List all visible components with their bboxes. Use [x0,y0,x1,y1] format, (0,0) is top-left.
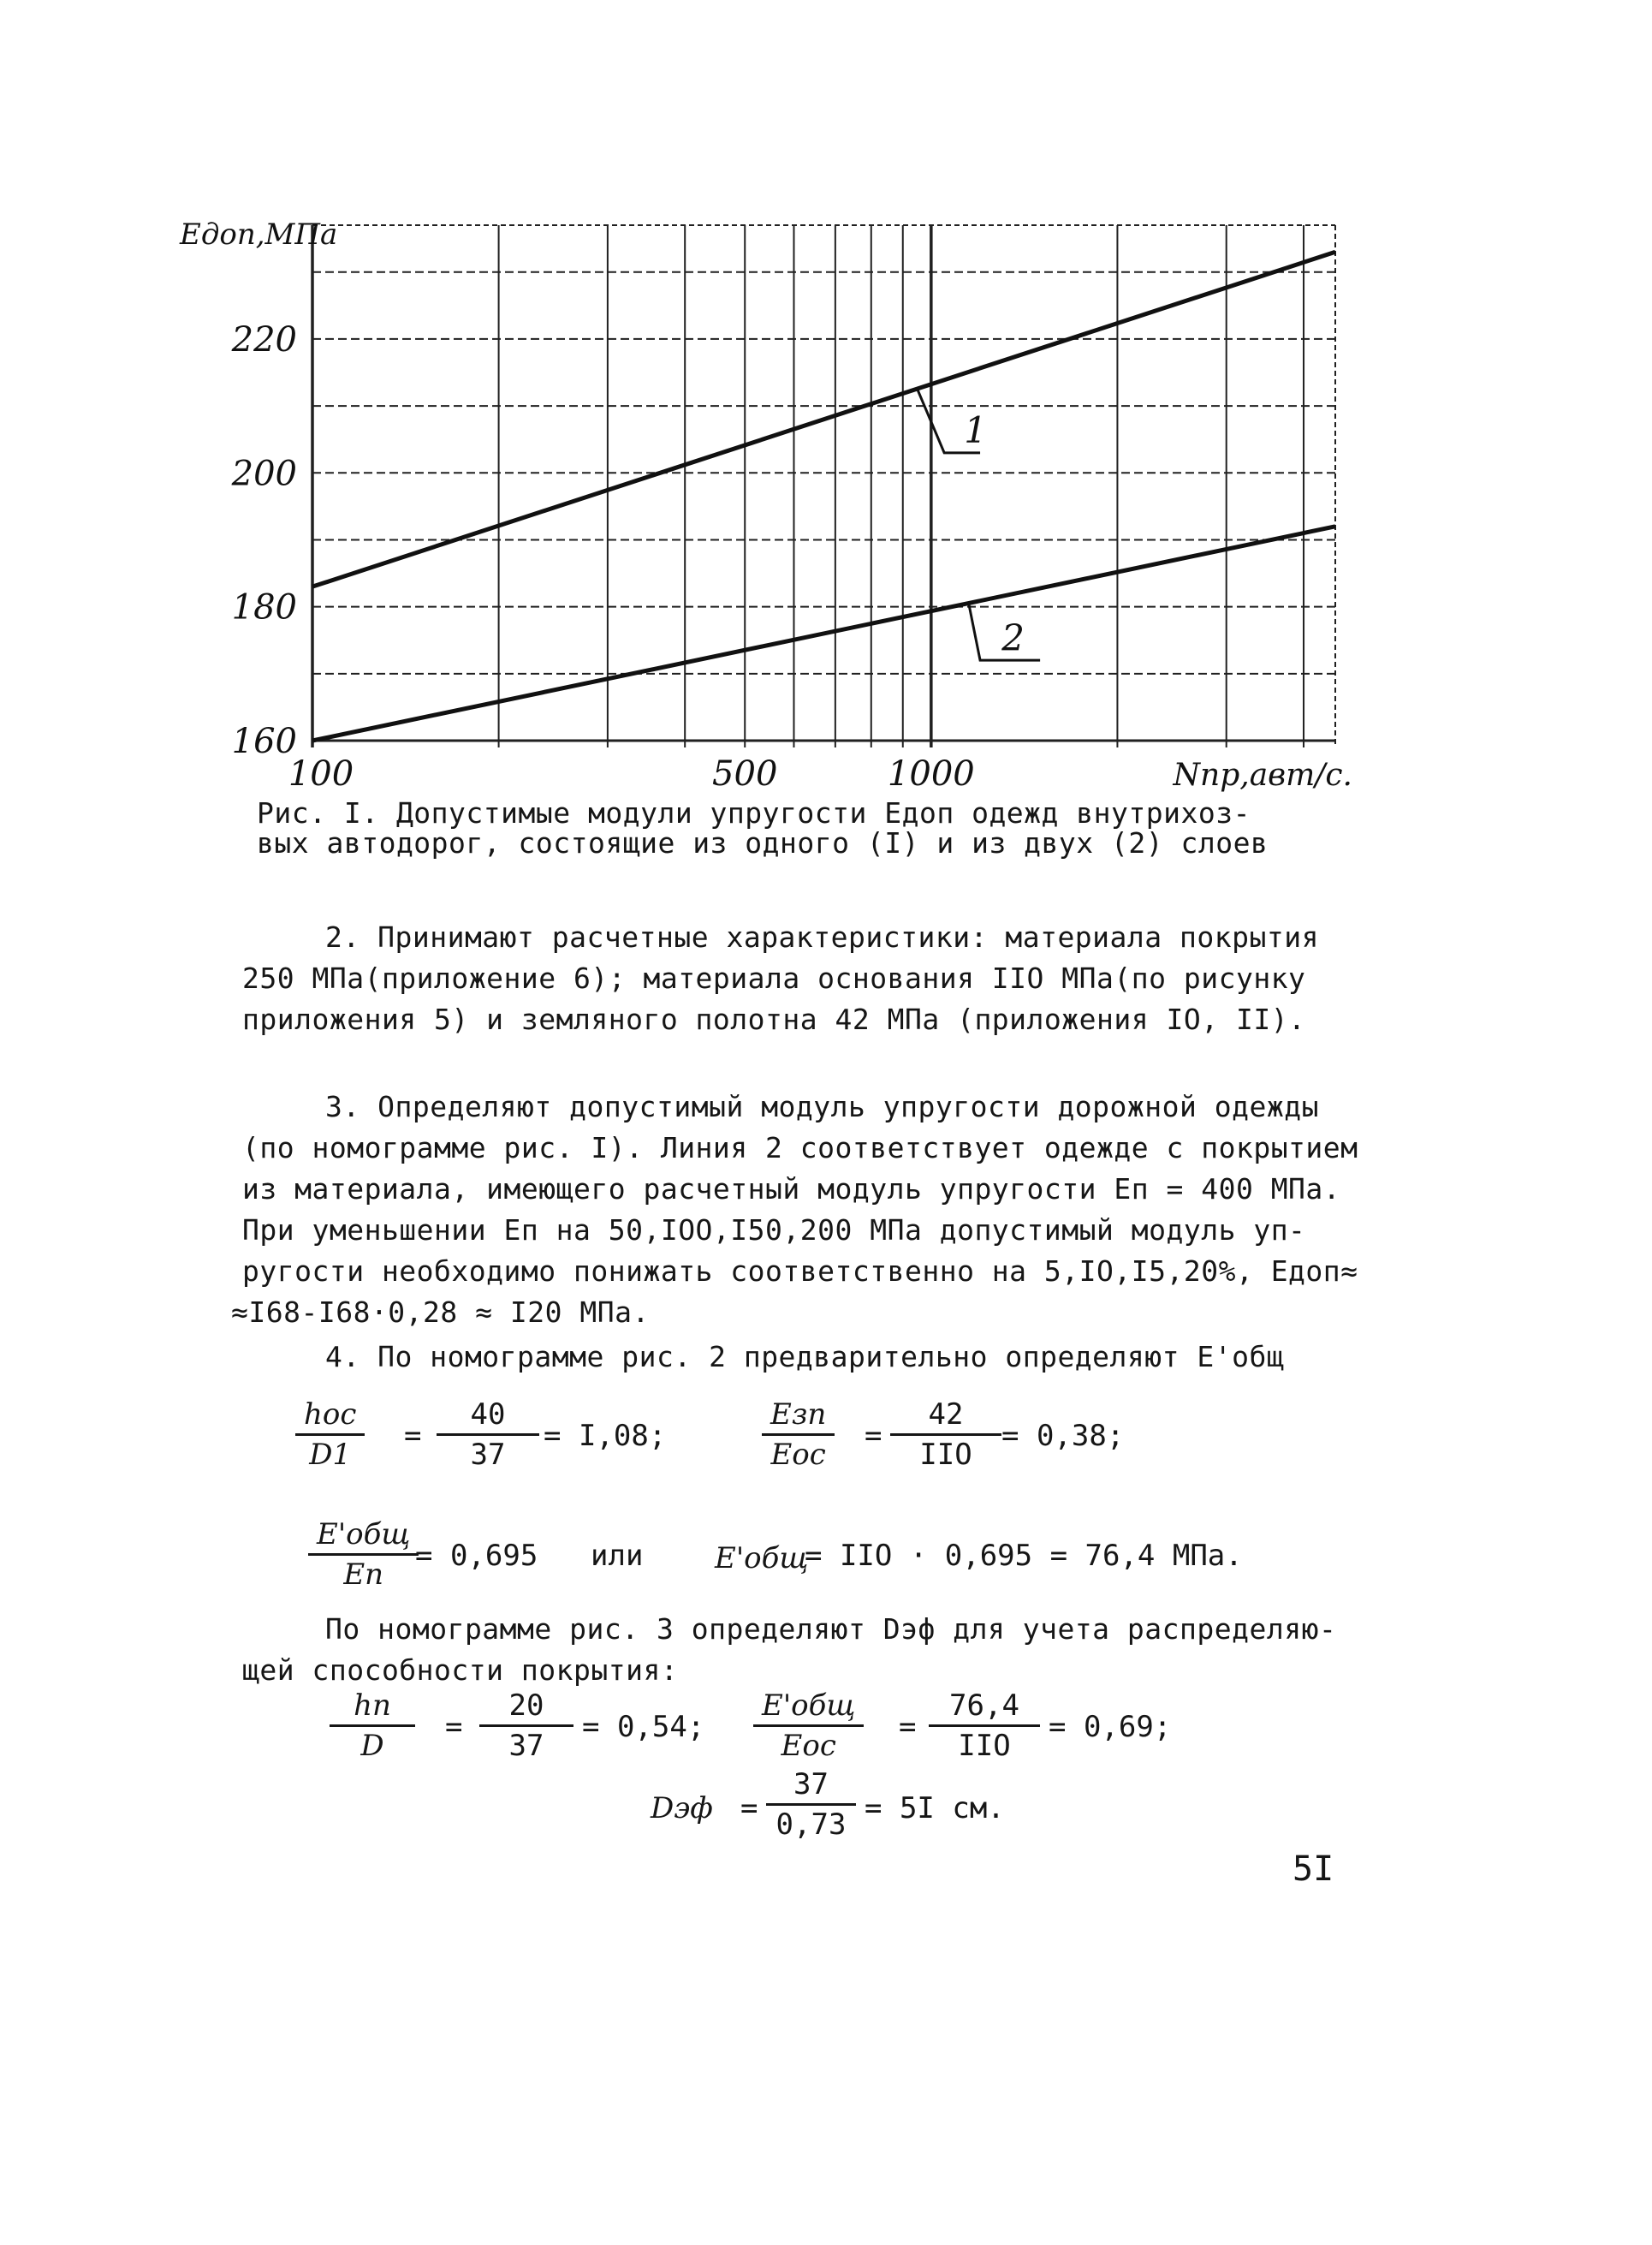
fraction-numerator: E'общ [762,1688,856,1723]
equals-sign: = [740,1791,758,1825]
fraction-denominator: Eос [770,1438,826,1472]
fraction-h-p-d [330,1687,415,1765]
series-1-label: 1 [964,409,987,452]
paragraph-3-line1: 3. Определяют допустимый модуль упругости дорожной одежды [325,1090,1319,1123]
equals-sign: = [899,1710,917,1744]
equation-result: = IIO · 0,695 = 76,4 МПа. [805,1539,1243,1573]
fraction-numerator: 40 [470,1397,506,1432]
fraction-denominator: Eп [343,1557,384,1592]
fraction-37-0-73 [766,1766,856,1843]
fraction-denominator: 37 [508,1729,544,1763]
fraction-denominator: IIO [958,1729,1011,1763]
x-axis-label: Nпр,авт/с. [1173,758,1352,793]
fraction-numerator: E'общ [317,1517,411,1551]
fraction-42-110 [890,1396,1001,1474]
fraction-numerator: Eзп [770,1397,827,1432]
figure-caption-line1: Рис. I. Допустимые модули упругости Eдоп одежд внутрихоз- [257,796,1251,830]
fraction-denominator: IIO [919,1438,972,1472]
e-obsch-symbol: E'общ [715,1541,809,1575]
fraction-denominator: 37 [470,1438,506,1472]
y-axis-label: Eдоп,МПа [180,217,338,252]
series-line-1 [312,252,1335,587]
fraction-numerator: hос [304,1397,357,1432]
paragraph-2-line3: приложения 5) и земляного полотна 42 МПа (приложения IO, II). [242,1003,1306,1036]
fraction-20-37 [479,1687,573,1765]
series-line-2 [312,527,1335,741]
paragraph-3-line2: (по номограмме рис. I). Линия 2 соответствует одежде с покрытием [242,1131,1358,1164]
fraction-numerator: 76,4 [949,1688,1019,1723]
y-tick-label: 180 [231,587,297,628]
y-tick-label: 220 [231,319,297,360]
y-tick-label: 160 [231,722,297,761]
fraction-76-4-110 [929,1687,1040,1765]
fraction-numerator: hп [354,1688,391,1723]
equation-result: = 5I см. [865,1791,1005,1825]
equals-sign: = [865,1419,882,1453]
paragraph-2-line2: 250 МПа(приложение 6); материала основания IIO МПа(по рисунку [242,962,1306,995]
y-tick-label: 200 [231,454,297,494]
fraction-denominator: Eос [781,1729,836,1763]
series-2-label: 2 [1001,616,1025,659]
fraction-numerator: 37 [793,1767,829,1801]
x-tick-label: 1000 [887,754,975,794]
fraction-e-obsch-e-os [753,1687,864,1765]
nomogram-chart [163,210,1361,860]
fraction-denominator: 0,73 [775,1807,847,1842]
paragraph-3-line6: ≈I68-I68·0,28 ≈ I20 МПа. [231,1295,650,1329]
d-ef-symbol: Dэф [651,1791,713,1825]
fraction-denominator: D1 [309,1438,352,1472]
fraction-numerator: 20 [508,1688,544,1723]
paragraph-5-line2: щей способности покрытия: [242,1653,679,1687]
equation-result: = 0,695 [415,1539,538,1573]
equation-result: = 0,69; [1049,1710,1172,1744]
fraction-h-os-d1 [295,1396,365,1474]
fraction-numerator: 42 [928,1397,964,1432]
equation-result: = 0,54; [582,1710,705,1744]
paragraph-3-line5: ругости необходимо понижать соответственно на 5,IO,I5,20%, Eдоп≈ [242,1254,1358,1288]
equals-sign: = [404,1419,422,1453]
fraction-e-obsch-e-p [308,1516,419,1593]
paragraph-3-line3: из материала, имеющего расчетный модуль упругости Eп = 400 МПа. [242,1172,1341,1206]
figure-caption-line2: вых автодорог, состоящие из одного (I) и из двух (2) слоев [257,826,1269,860]
or-word: или [591,1539,644,1573]
paragraph-3-line4: При уменьшении Eп на 50,IOO,I50,200 МПа допустимый модуль уп- [242,1213,1306,1247]
fraction-denominator: D [360,1729,384,1763]
page-number: 5I [1292,1849,1334,1889]
paragraph-2-line1: 2. Принимают расчетные характеристики: материала покрытия [325,920,1319,954]
paragraph-5-line1: По номограмме рис. 3 определяют Dэф для учета распределяю- [325,1612,1337,1646]
fraction-e-zp-e-os [762,1396,835,1474]
fraction-40-37 [437,1396,539,1474]
paragraph-4: 4. По номограмме рис. 2 предварительно определяют E'общ [325,1340,1285,1373]
equation-result: = I,08; [544,1419,667,1453]
x-tick-label: 500 [712,754,778,794]
equals-sign: = [445,1710,463,1744]
x-tick-label: 100 [288,754,354,794]
equation-result: = 0,38; [1001,1419,1125,1453]
